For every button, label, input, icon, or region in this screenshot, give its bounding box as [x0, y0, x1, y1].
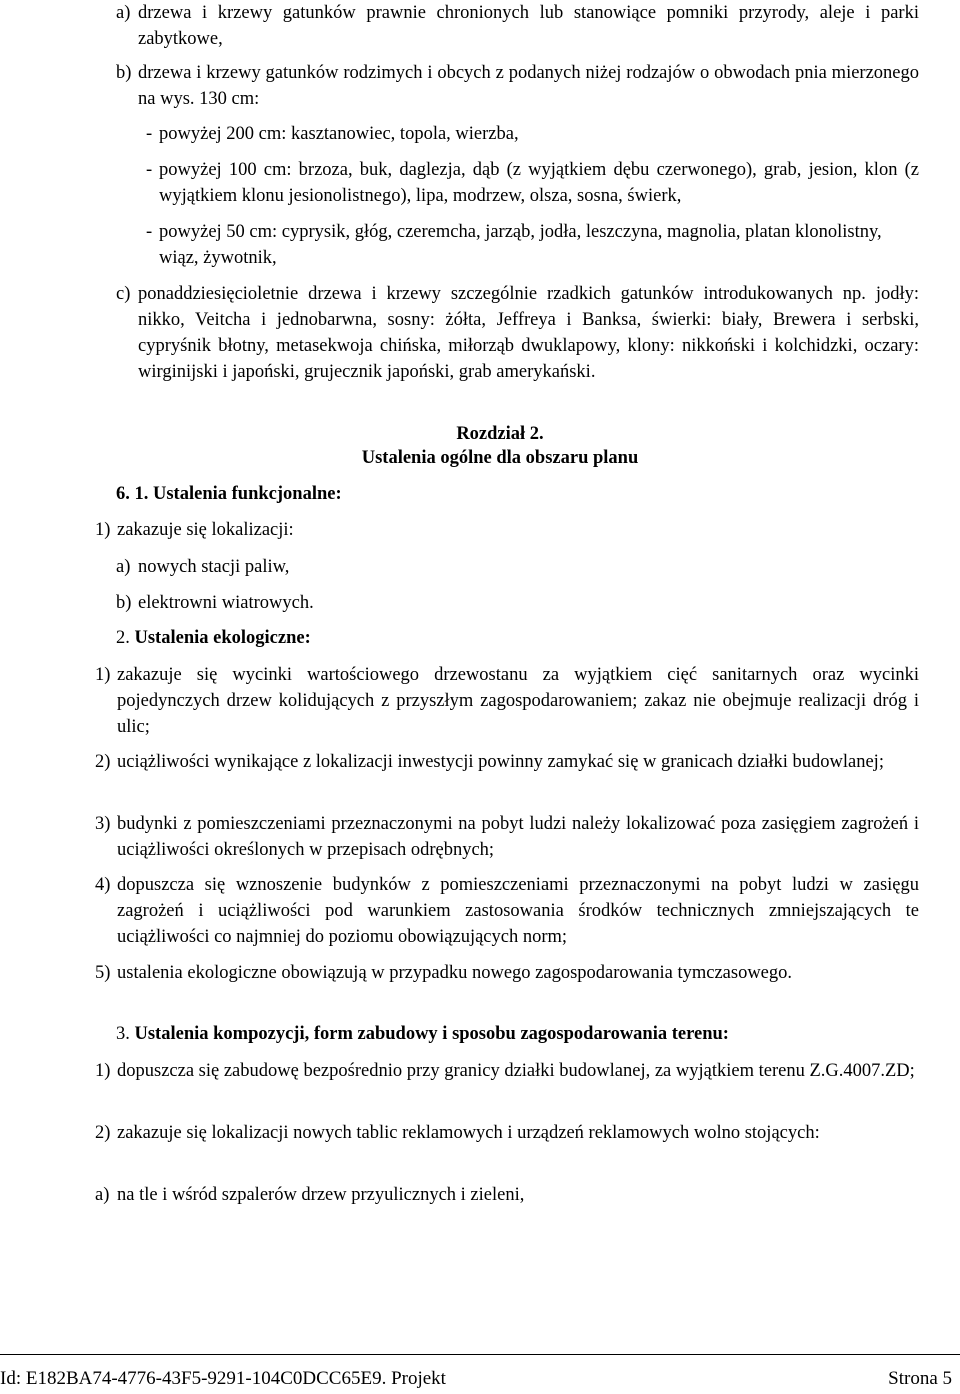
item-text: ponaddziesięcioletnie drzewa i krzewy szczególnie rzadkich gatunków introdukowanych np. jodły: nikko, Veitcha i jednobarwna, sosny: żółta, Jeffreya i Banksa, świerki: biały, Brewera i serbski, cypryśnik błotny, metasekwoja chińska, miłorząb dwuklapowy, klony: nikkoński i kolchidzki, oczary: wirginijski i japoński, grujecznik japoński, grab amerykański. — [138, 284, 919, 382]
list-item — [95, 749, 919, 775]
list-item-c — [116, 281, 919, 385]
item-text: elektrowni wiatrowych. — [138, 593, 314, 613]
item-text: zakazuje się wycinki wartościowego drzewostanu za wyjątkiem cięć sanitarnych oraz wycinki pojedynczych drzew kolidujących z przyszłym zagospodarowaniem; zakaz nie obejmuje realizacji dróg i ulic; — [117, 665, 919, 737]
item-text: nowych stacji paliw, — [138, 557, 290, 577]
item-text: ustalenia ekologiczne obowiązują w przypadku nowego zagospodarowania tymczasowego. — [117, 963, 793, 983]
item-label: 1) — [95, 665, 111, 685]
list-item — [95, 1120, 919, 1146]
item-label: 5) — [95, 963, 111, 983]
item-text: drzewa i krzewy gatunków prawnie chronionych lub stanowiące pomniki przyrody, aleje i parki zabytkowe, — [138, 3, 919, 49]
item-label: c) — [116, 284, 131, 304]
list-item — [95, 1058, 919, 1084]
chapter-subtitle: Ustalenia ogólne dla obszaru planu — [361, 448, 639, 468]
item-text: zakazuje się lokalizacji nowych tablic reklamowych i urządzeń reklamowych wolno stojących: — [117, 1123, 820, 1143]
section-heading-ecological — [116, 625, 311, 651]
page-footer — [0, 1354, 960, 1394]
item-label: 4) — [95, 875, 111, 895]
document-id: Id: E182BA74-4776-43F5-9291-104C0DCC65E9. Projekt — [0, 1368, 446, 1389]
item-label: 1) — [95, 1061, 111, 1081]
section-title: Ustalenia kompozycji, form zabudowy i sposobu zagospodarowania terenu: — [134, 1024, 729, 1044]
section-number: 6. 1. — [116, 484, 149, 504]
item-label: a) — [116, 557, 131, 577]
item-label: - — [146, 160, 153, 180]
item-text: na tle i wśród szpalerów drzew przyulicznych i zieleni, — [117, 1185, 525, 1205]
list-item — [95, 662, 919, 740]
list-item — [95, 960, 919, 986]
item-label: - — [146, 222, 153, 242]
item-text: powyżej 200 cm: kasztanowiec, topola, wierzba, — [159, 124, 519, 144]
item-text: budynki z pomieszczeniami przeznaczonymi na pobyt ludzi należy lokalizować poza zasięgiem zagrożeń i uciążliwości określonych w przepisach odrębnych; — [117, 814, 919, 860]
item-label: b) — [116, 63, 132, 83]
section-number: 3. — [116, 1024, 130, 1044]
item-text: uciążliwości wynikające z lokalizacji inwestycji powinny zamykać się w granicach działki budowlanej; — [117, 752, 884, 772]
item-label: 2) — [95, 1123, 111, 1143]
item-label: 2) — [95, 752, 111, 772]
section-heading-functional — [116, 481, 342, 507]
list-item — [95, 1182, 919, 1208]
item-label: - — [146, 124, 153, 144]
page-number: Strona 5 — [888, 1368, 952, 1389]
item-text: drzewa i krzewy gatunków rodzimych i obcych z podanych niżej rodzajów o obwodach pnia mierzonego na wys. 130 cm: — [138, 63, 919, 109]
section-title: Ustalenia ekologiczne: — [134, 628, 311, 648]
list-item — [116, 554, 919, 580]
item-label: 3) — [95, 814, 111, 834]
item-text: zakazuje się lokalizacji: — [117, 520, 294, 540]
item-label: a) — [95, 1185, 110, 1205]
chapter-title: Rozdział 2. — [456, 424, 544, 444]
item-text: powyżej 100 cm: brzoza, buk, daglezja, dąb (z wyjątkiem dębu czerwonego), grab, jesion, klon (z wyjątkiem klonu jesionolistnego), lipa, modrzew, olsza, sosna, świerk, — [159, 160, 919, 206]
list-item — [95, 872, 919, 950]
item-label: b) — [116, 593, 132, 613]
list-item-dash — [146, 219, 919, 271]
list-item-dash — [146, 157, 919, 209]
section-title: Ustalenia funkcjonalne: — [153, 484, 342, 504]
list-item-a — [116, 0, 919, 52]
item-text: dopuszcza się zabudowę bezpośrednio przy granicy działki budowlanej, za wyjątkiem terenu Z.G.4007.ZD; — [117, 1061, 915, 1081]
list-item-b — [116, 60, 919, 112]
section-number: 2. — [116, 628, 130, 648]
list-item — [95, 811, 919, 863]
list-item-dash — [146, 121, 919, 147]
section-heading-composition — [116, 1021, 729, 1047]
item-text: powyżej 50 cm: cyprysik, głóg, czeremcha, jarząb, jodła, leszczyna, magnolia, platan klonolistny, wiąz, żywotnik, — [159, 222, 882, 268]
list-item — [95, 517, 919, 543]
item-label: a) — [116, 3, 131, 23]
item-label: 1) — [95, 520, 111, 540]
list-item — [116, 590, 919, 616]
item-text: dopuszcza się wznoszenie budynków z pomieszczeniami przeznaczonymi na pobyt ludzi w zasięgu zagrożeń i uciążliwości pod warunkiem zastosowania środków technicznych zmniejszających te uciążliwości co najmniej do poziomu obowiązujących norm; — [117, 875, 919, 947]
